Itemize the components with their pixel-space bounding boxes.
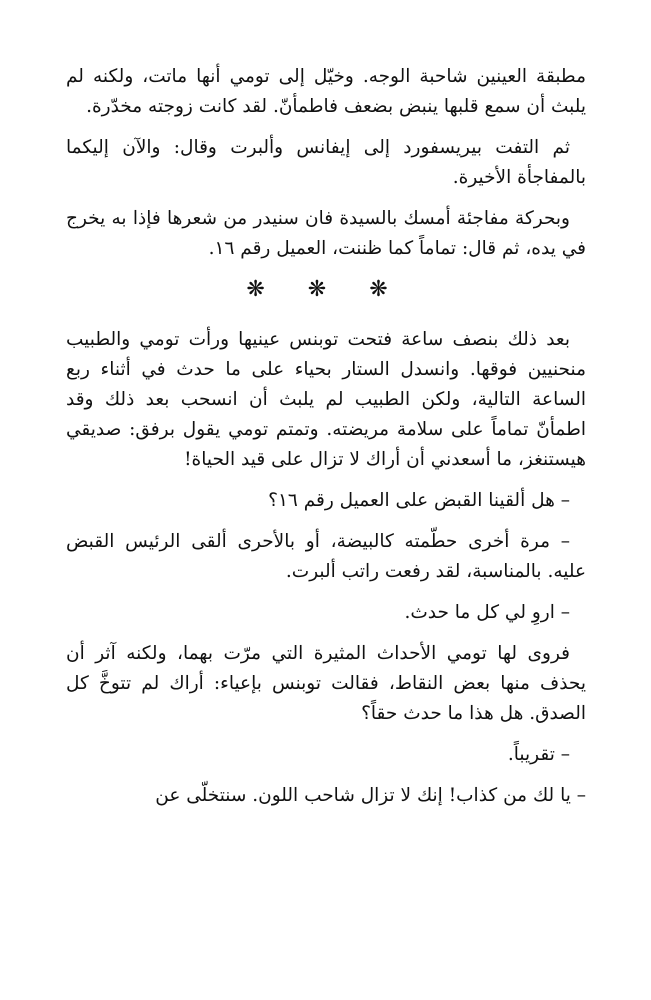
paragraph: مطبقة العينين شاحبة الوجه. وخيّل إلى تومي أنها ماتت، ولكنه لم يلبث أن سمع قلبها ينبض بضعف فاطمأنّ. لقد كانت زوجته مخدّرة.	[66, 66, 586, 117]
dialogue-line: – هل ألقينا القبض على العميل رقم ١٦؟	[268, 490, 570, 511]
section-separator: ❋ ❋ ❋	[246, 277, 406, 302]
book-page	[66, 62, 586, 822]
paragraph: بعد ذلك بنصف ساعة فتحت توبنس عينيها ورأت تومي والطبيب منحنيين فوقها. وانسدل الستار بحياء على ما حدث في أثناء ربع الساعة التالية، ولكن الطبيب لم يلبث أن انسحب بعد ذلك وقد اطمأنّ تماماً على سلامة مريضته. وتمتم تومي يقول برفق: صديقي هيستنغز، ما أسعدني أن أراك لا تزال على قيد الحياة!	[66, 329, 586, 470]
dialogue-line: – اروِ لي كل ما حدث.	[404, 602, 570, 623]
dialogue-line: – يا لك من كذاب! إنك لا تزال شاحب اللون. سنتخلّى عن	[155, 785, 586, 806]
paragraph: فروى لها تومي الأحداث المثيرة التي مرّت بهما، ولكنه آثر أن يحذف منها بعض النقاط، فقالت توبنس بإعياء: أراك لم تتوخَّ كل الصدق. هل هذا ما حدث حقاً؟	[66, 643, 586, 724]
paragraph: وبحركة مفاجئة أمسك بالسيدة فان سنيدر من شعرها فإذا به يخرج في يده، ثم قال: تماماً كما ظننت، العميل رقم ١٦.	[66, 208, 586, 259]
paragraph: ثم التفت بيريسفورد إلى إيفانس وألبرت وقال: والآن إليكما بالمفاجأة الأخيرة.	[66, 137, 586, 188]
dialogue-line: – مرة أخرى حطّمته كالبيضة، أو بالأحرى ألقى الرئيس القبض عليه. بالمناسبة، لقد رفعت راتب ألبرت.	[66, 531, 586, 582]
dialogue-line: – تقريباً.	[507, 744, 570, 765]
